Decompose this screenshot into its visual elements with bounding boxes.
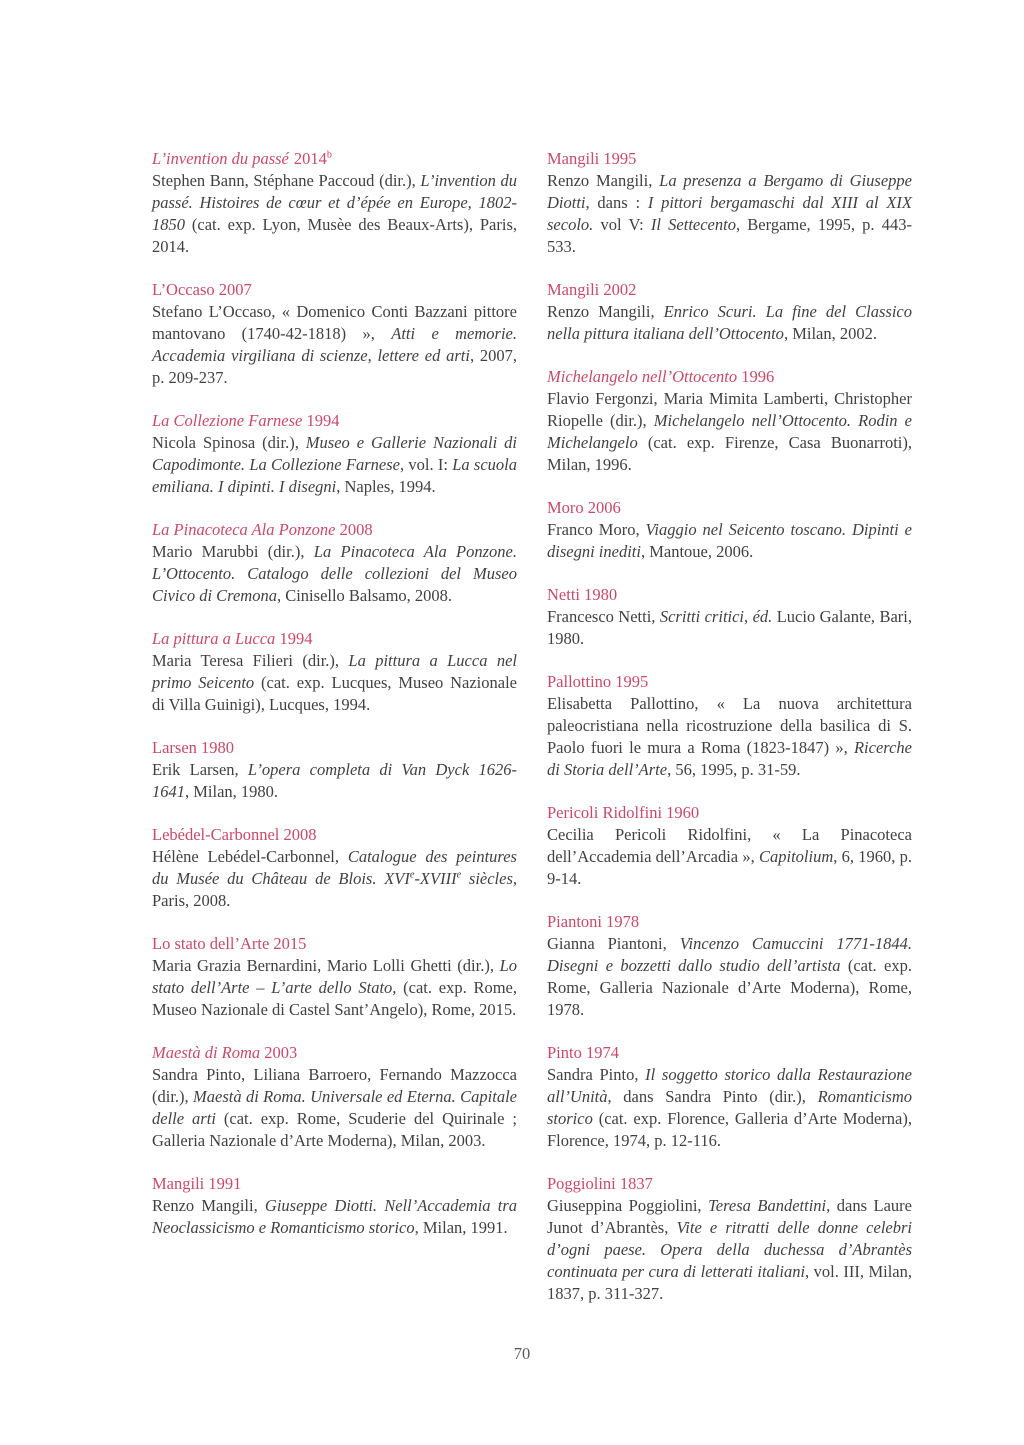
- text-run: Nicola Spinosa (dir.),: [152, 433, 306, 452]
- text-run: 2014: [293, 149, 327, 168]
- bib-entry-lo-stato-dellarte-2015: [152, 933, 517, 1021]
- text-run: (cat. exp. Firenze, Casa Buonarroti), Milan, 1996.: [547, 433, 912, 474]
- bib-entry-mangili-1991: [152, 1173, 517, 1239]
- text-run: , 2007, p. 209-237.: [152, 346, 517, 387]
- bib-entry-michelangelo-nellottocento-1996: [547, 366, 912, 476]
- italic-text-run: Scritti critici: [659, 607, 745, 626]
- left-column: [152, 148, 517, 1326]
- text-run: Erik Larsen,: [152, 760, 248, 779]
- italic-text-run: La Collezione Farnese: [152, 411, 303, 430]
- entry-body: [547, 1064, 912, 1152]
- bib-entry-mangili-2002: [547, 279, 912, 345]
- italic-text-run: Enrico Scuri. La fine del Classico nella pittura italiana dell’Ottocento: [547, 302, 912, 343]
- entry-body: [547, 519, 912, 563]
- text-run: (cat. exp. Florence, Galleria d’Arte Moderna), Florence, 1974, p. 12-116.: [547, 1109, 912, 1150]
- bib-entry-linvention-du-passe-2014: [152, 148, 517, 258]
- text-run: (cat. exp. Rome, Galleria Nazionale d’Arte Moderna), Rome, 1978.: [547, 956, 912, 1019]
- text-run: Cecilia Pericoli Ridolfini, « La Pinacoteca dell’Accademia dell’Arcadia »,: [547, 825, 912, 866]
- text-run: , Mantoue, 2006.: [640, 542, 754, 561]
- text-run: Stefano L’Occaso, « Domenico Conti Bazzani pittore mantovano (1740-42-1818) »,: [152, 302, 517, 343]
- text-run: Mangili 2002: [547, 280, 637, 299]
- italic-text-run: L’invention du passé. Histoires de cœur et d’épée en Europe, 1802-1850: [152, 171, 517, 234]
- text-run: Mangili 1991: [152, 1174, 242, 1193]
- italic-text-run: Il Settecento: [650, 215, 736, 234]
- bib-entry-loccaso-2007: [152, 279, 517, 389]
- text-run: Pericoli Ridolfini 1960: [547, 803, 700, 822]
- italic-text-run: Teresa Bandettini,: [708, 1196, 831, 1215]
- bib-entry-piantoni-1978: [547, 911, 912, 1021]
- italic-text-run: Vite e ritratti delle donne celebri d’ogni paese. Opera della duchessa d’Abrantès continuata per cura di letterati italiani: [547, 1218, 912, 1281]
- text-run: Lo stato dell’Arte 2015: [152, 934, 307, 953]
- entry-heading: [152, 410, 517, 432]
- right-column: [547, 148, 912, 1326]
- entry-body: [152, 541, 517, 607]
- text-run: , Cinisello Balsamo, 2008.: [276, 586, 453, 605]
- italic-text-run: Giuseppe Diotti. Nell’Accademia tra Neoclassicismo e Romanticismo storico: [152, 1196, 517, 1237]
- text-run: Hélène Lebédel-Carbonnel,: [152, 847, 348, 866]
- text-run: , Milan, 1991.: [414, 1218, 508, 1237]
- entry-body: [547, 170, 912, 258]
- bib-entry-netti-1980: [547, 584, 912, 650]
- entry-heading: [547, 148, 912, 170]
- text-run: Netti 1980: [547, 585, 618, 604]
- entry-heading: [152, 148, 517, 170]
- text-run: , vol. III, Milan, 1837, p. 311-327.: [547, 1262, 912, 1303]
- entry-body: [547, 1195, 912, 1305]
- text-run: Poggiolini 1837: [547, 1174, 653, 1193]
- text-run: , vol. I:: [399, 455, 453, 474]
- italic-text-run: Vincenzo Camuccini 1771-1844. Disegni e bozzetti dallo studio dell’artista: [547, 934, 912, 975]
- bib-entry-la-pinacoteca-ala-ponzone-2008: [152, 519, 517, 607]
- text-run: (cat. exp. Lyon, Musèe des Beaux-Arts), Paris, 2014.: [152, 215, 517, 256]
- italic-text-run: I pittori bergamaschi dal XIII al XIX secolo.: [547, 193, 912, 234]
- text-run: Flavio Fergonzi, Maria Mimita Lamberti, Christopher Riopelle (dir.),: [547, 389, 912, 430]
- italic-text-run: Atti e memorie. Accademia virgiliana di scienze, lettere ed arti: [152, 324, 518, 365]
- italic-text-run: La presenza a Bergamo di Giuseppe Diotti: [547, 171, 912, 212]
- entry-heading: [547, 1173, 912, 1195]
- entry-body: [547, 606, 912, 650]
- bib-entry-moro-2006: [547, 497, 912, 563]
- italic-text-run: L’opera completa di Van Dyck 1626-1641: [152, 760, 517, 801]
- italic-text-run: Michelangelo nell’Ottocento. Rodin e Michelangelo: [547, 411, 912, 452]
- text-run: , Naples, 1994.: [336, 477, 436, 496]
- entry-heading: [547, 671, 912, 693]
- italic-text-run: Maestà di Roma: [152, 1043, 261, 1062]
- entry-heading: [152, 279, 517, 301]
- text-run: , dans :: [585, 193, 648, 212]
- bib-entry-pallottino-1995: [547, 671, 912, 781]
- text-run: , dans Sandra Pinto (dir.),: [607, 1087, 818, 1106]
- text-run: , 56, 1995, p. 31-59.: [667, 760, 801, 779]
- text-run: Gianna Piantoni,: [547, 934, 680, 953]
- italic-text-run: La Pinacoteca Ala Ponzone. L’Ottocento. Catalogo delle collezioni del Museo Civico di Cremona: [152, 542, 517, 605]
- italic-text-run: e: [409, 869, 415, 881]
- italic-text-run: éd.: [752, 607, 773, 626]
- entry-heading: [547, 911, 912, 933]
- bib-entry-pinto-1974: [547, 1042, 912, 1152]
- text-run: 2008: [335, 520, 373, 539]
- bib-entry-mangili-1995: [547, 148, 912, 258]
- text-run: 1994: [302, 411, 340, 430]
- text-run: , Paris, 2008.: [152, 869, 518, 910]
- bib-entry-la-pittura-a-lucca-1994: [152, 628, 517, 716]
- entry-body: [547, 388, 912, 476]
- text-run: Piantoni 1978: [547, 912, 640, 931]
- entry-body: [152, 301, 517, 389]
- italic-text-run: siècles: [461, 869, 513, 888]
- text-run: ,: [744, 607, 753, 626]
- italic-text-run: Viaggio nel Seicento toscano. Dipinti e disegni inediti: [547, 520, 912, 561]
- text-run: 1994: [275, 629, 313, 648]
- text-run: (cat. exp. Lucques, Museo Nazionale di Villa Guinigi), Lucques, 1994.: [152, 673, 517, 714]
- bib-entry-lebedel-carbonnel-2008: [152, 824, 517, 912]
- entry-body: [152, 650, 517, 716]
- entry-heading: [152, 1173, 517, 1195]
- entry-heading: [152, 933, 517, 955]
- text-run: Renzo Mangili,: [547, 302, 664, 321]
- text-run: , 6, 1960, p. 9-14.: [547, 847, 913, 888]
- text-run: Mangili 1995: [547, 149, 637, 168]
- text-run: Pallottino 1995: [547, 672, 649, 691]
- entry-body: [152, 955, 517, 1021]
- italic-text-run: L’invention du passé: [152, 149, 289, 168]
- bib-entry-maesta-di-roma-2003: [152, 1042, 517, 1152]
- italic-text-run: Michelangelo nell’Ottocento: [547, 367, 738, 386]
- bibliography-columns: [152, 148, 912, 1326]
- text-run: Maria Teresa Filieri (dir.),: [152, 651, 349, 670]
- text-run: Larsen 1980: [152, 738, 235, 757]
- text-run: Giuseppina Poggiolini,: [547, 1196, 709, 1215]
- entry-heading: [152, 628, 517, 650]
- entry-heading: [152, 1042, 517, 1064]
- text-run: (cat. exp. Rome, Museo Nazionale di Castel Sant’Angelo), Rome, 2015.: [152, 978, 517, 1019]
- text-run: Sandra Pinto, Liliana Barroero, Fernando Mazzocca (dir.),: [152, 1065, 517, 1106]
- text-run: Elisabetta Pallottino, « La nuova architettura paleocristiana nella ricostruzione della basilica di S. Paolo fuori le mura a Roma (1823-1847) »,: [547, 694, 912, 757]
- entry-body: [152, 759, 517, 803]
- text-run: , Milan, 1980.: [185, 782, 279, 801]
- italic-text-run: La pittura a Lucca: [152, 629, 276, 648]
- italic-text-run: -XVIII: [414, 869, 457, 888]
- italic-text-run: Capitolium: [759, 847, 834, 866]
- italic-text-run: Maestà di Roma. Universale ed Eterna. Capitale delle arti: [152, 1087, 517, 1128]
- bib-entry-larsen-1980: [152, 737, 517, 803]
- text-run: , Milan, 2002.: [783, 324, 877, 343]
- entry-heading: [547, 584, 912, 606]
- text-run: (cat. exp. Rome, Scuderie del Quirinale ; Galleria Nazionale d’Arte Moderna), Milan, 2003.: [152, 1109, 517, 1150]
- italic-text-run: Romanticismo storico: [547, 1087, 912, 1128]
- text-run: 1996: [737, 367, 775, 386]
- italic-text-run: Catalogue des peintures du Musée du Château de Blois. XVI: [152, 847, 517, 888]
- text-run: Sandra Pinto,: [547, 1065, 646, 1084]
- entry-heading: [547, 802, 912, 824]
- text-run: , Bergame, 1995, p. 443-533.: [547, 215, 912, 256]
- entry-heading: [547, 1042, 912, 1064]
- entry-body: [152, 170, 517, 258]
- text-run: Moro 2006: [547, 498, 621, 517]
- text-run: L’Occaso 2007: [152, 280, 252, 299]
- italic-text-run: Museo e Gallerie Nazionali di Capodimonte. La Collezione Farnese: [152, 433, 517, 474]
- italic-text-run: Lo stato dell’Arte – L’arte dello Stato,: [152, 956, 517, 997]
- entry-body: [152, 1064, 517, 1152]
- text-run: Stephen Bann, Stéphane Paccoud (dir.),: [152, 171, 421, 190]
- entry-body: [547, 301, 912, 345]
- entry-heading: [152, 519, 517, 541]
- italic-text-run: e: [456, 869, 462, 881]
- italic-text-run: Ricerche di Storia dell’Arte: [547, 738, 912, 779]
- entry-heading: [547, 497, 912, 519]
- entry-body: [547, 824, 912, 890]
- text-run: Mario Marubbi (dir.),: [152, 542, 314, 561]
- entry-heading: [547, 366, 912, 388]
- bib-entry-la-collezione-farnese-1994: [152, 410, 517, 498]
- entry-heading: [152, 824, 517, 846]
- italic-text-run: La scuola emiliana. I dipinti. I disegni: [152, 455, 518, 496]
- entry-body: [152, 846, 517, 912]
- italic-text-run: Il soggetto storico dalla Restaurazione all’Unità: [547, 1065, 912, 1106]
- text-run: Franco Moro,: [547, 520, 646, 539]
- text-run: Renzo Mangili,: [152, 1196, 265, 1215]
- bib-entry-pericoli-ridolfini-1960: [547, 802, 912, 890]
- text-run: Lucio Galante, Bari, 1980.: [547, 607, 912, 648]
- text-run: Renzo Mangili,: [547, 171, 660, 190]
- text-run: Francesco Netti,: [547, 607, 660, 626]
- entry-body: [152, 432, 517, 498]
- entry-body: [547, 693, 912, 781]
- text-run: Maria Grazia Bernardini, Mario Lolli Ghetti (dir.),: [152, 956, 500, 975]
- italic-text-run: La pittura a Lucca nel primo Seicento: [152, 651, 517, 692]
- text-run: 2003: [260, 1043, 298, 1062]
- text-run: dans Laure Junot d’Abrantès,: [547, 1196, 912, 1237]
- bib-entry-poggiolini-1837: [547, 1173, 912, 1305]
- text-run: b: [326, 149, 332, 161]
- entry-body: [152, 1195, 517, 1239]
- text-run: vol V:: [593, 215, 651, 234]
- page-number: 70: [513, 1344, 531, 1363]
- text-run: Lebédel-Carbonnel 2008: [152, 825, 317, 844]
- italic-text-run: La Pinacoteca Ala Ponzone: [152, 520, 336, 539]
- text-run: Pinto 1974: [547, 1043, 619, 1062]
- entry-body: [547, 933, 912, 1021]
- entry-heading: [547, 279, 912, 301]
- entry-heading: [152, 737, 517, 759]
